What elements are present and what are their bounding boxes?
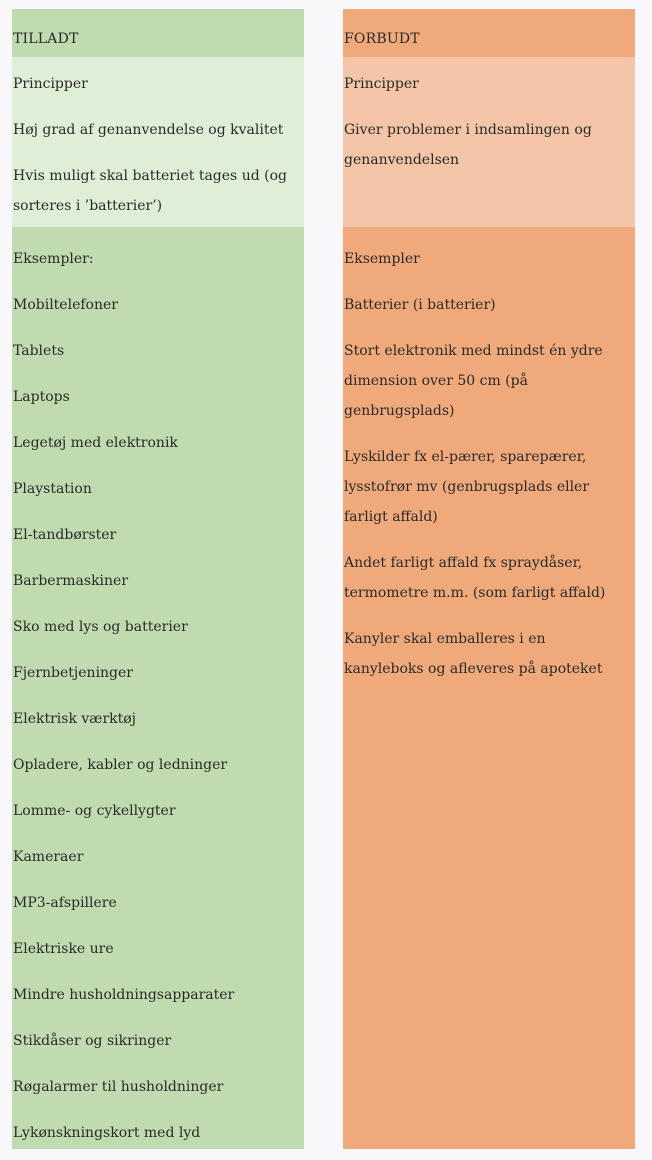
- allowed-example-item: Playstation: [13, 481, 92, 497]
- forbidden-principle-item: Giver problemer i indsamlingen og genanvendelsen: [344, 122, 592, 168]
- allowed-example-item: Stikdåser og sikringer: [13, 1033, 172, 1049]
- allowed-column: [12, 9, 304, 1149]
- allowed-examples: [12, 227, 304, 1148]
- allowed-example-item: El-tandbørster: [13, 527, 117, 543]
- forbidden-principles: [343, 57, 635, 227]
- forbidden-principles-label: Principper: [344, 76, 419, 92]
- allowed-example-item: Lykønskningskort med lyd: [13, 1125, 201, 1141]
- allowed-example-item: Fjernbetjeninger: [13, 665, 133, 681]
- allowed-principle-item: Høj grad af genanvendelse og kvalitet: [13, 122, 284, 138]
- allowed-header: TILLADT: [13, 31, 79, 47]
- allowed-example-item: Mobiltelefoner: [13, 297, 118, 313]
- forbidden-header: FORBUDT: [344, 31, 420, 47]
- allowed-example-item: Opladere, kabler og ledninger: [13, 757, 228, 773]
- allowed-example-item: MP3-afspillere: [13, 895, 117, 911]
- allowed-example-item: Sko med lys og batterier: [13, 619, 188, 635]
- allowed-example-item: Laptops: [13, 389, 70, 405]
- allowed-example-item: Mindre husholdningsapparater: [13, 987, 235, 1003]
- allowed-example-item: Barbermaskiner: [13, 573, 129, 589]
- allowed-principles-label: Principper: [13, 76, 88, 92]
- allowed-example-item: Elektrisk værktøj: [13, 711, 137, 727]
- allowed-example-item: Legetøj med elektronik: [13, 435, 178, 451]
- forbidden-example-item: Stort elektronik med mindst én ydre dimension over 50 cm (på genbrugsplads): [344, 343, 603, 419]
- forbidden-example-item: Andet farligt affald fx spraydåser, termometre m.m. (som farligt affald): [344, 555, 606, 601]
- forbidden-examples: [343, 227, 635, 684]
- forbidden-example-item: Batterier (i batterier): [344, 297, 496, 313]
- allowed-example-item: Kameraer: [13, 849, 84, 865]
- forbidden-example-item: Lyskilder fx el-pærer, sparepærer, lysstofrør mv (genbrugsplads eller farligt affald): [344, 449, 590, 525]
- allowed-principle-item: Hvis muligt skal batteriet tages ud (og sorteres i ’batterier’): [13, 168, 287, 214]
- forbidden-example-item: Kanyler skal emballeres i en kanyleboks og afleveres på apoteket: [344, 631, 603, 677]
- forbidden-column: [343, 9, 635, 1149]
- allowed-example-item: Lomme- og cykellygter: [13, 803, 176, 819]
- allowed-principles: [12, 57, 304, 227]
- allowed-example-item: Elektriske ure: [13, 941, 114, 957]
- allowed-examples-label: Eksempler:: [13, 251, 94, 267]
- allowed-example-item: Tablets: [13, 343, 65, 359]
- allowed-example-item: Røgalarmer til husholdninger: [13, 1079, 224, 1095]
- forbidden-examples-label: Eksempler: [344, 251, 420, 267]
